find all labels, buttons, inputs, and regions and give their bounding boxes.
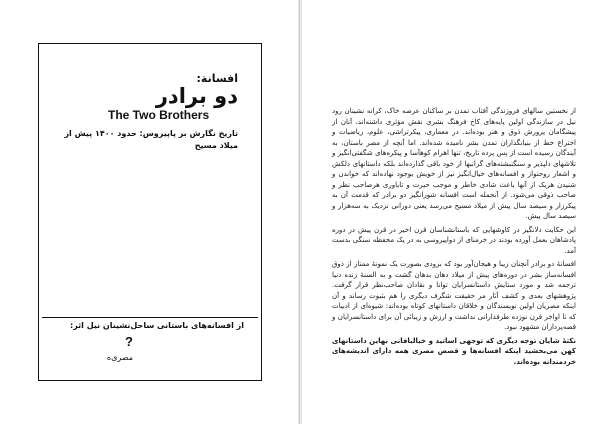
series-caption: از افسانه‌های باستانی ساحل‌نشینان نیل اثر: — [70, 321, 244, 330]
paragraph: نکتهٔ شایان توجه دیگری که توجهی اساتید و خیالبافانی بهاین داستانهای کهن می‌بخشید اینکه افسانه‌ها و قصص مصری همه دارای اندیشه‌های خردمندانه بوده‌اند. — [332, 336, 576, 366]
region-label: مصری‌ه — [106, 353, 133, 362]
origin-note — [63, 128, 238, 152]
divider — [42, 317, 258, 318]
title-persian: دو برادر — [155, 84, 238, 108]
author-unknown: ? — [125, 334, 133, 349]
right-page — [302, 0, 605, 424]
paragraph: از نخستین سالهای فروزندگی آفتاب تمدن بر ساکنان عرصه خاک، کرانه نشینان رود نیل در سازندگی اولین پایه‌های کاخ فرهنگ بشری نقش مؤثری داشته‌اند، آنان از پیشگامان پرورش ذوق و هنر بوده‌اند. در معماری، پیکرتراشی، علوم، ریاضیات و اختراع خط از بنیانگذاران تمدن بشر نامیده شده‌اند. اما آنچه از مصر باستان، به آیندگان رسیده است از پس پرده تاریخ، تنها اهرام کوهآسا و پیکره‌های شگفتی‌انگیز و تلاشهای دلپذیر و سنگنبشته‌های گرانبها از خود باقی گذارده‌اند بلکه داستانهای دلکش و اشعار روحنواز و افسانه‌های خیال‌انگیز نیز از خویش بوجود نهاده‌اند که خواندن و شنیدن هریک از آنها باعث شادی خاطر و موجب حیرت و تایاوری هرصاحب نظر و صاحب ذوقی می‌شود. از آنجمله است افسانه شورانگیز دو برادر که قدمت آن به پیکرزار و سیصد سال پیش از میلاد مسیح می‌رسد یعنی دورانی نزدیک به سه‌هزار و سیصد سال پیش. — [332, 107, 576, 220]
title-english: The Two Brothers — [108, 108, 210, 122]
body-text — [332, 106, 576, 367]
paragraph: این حکایت دلانگیز در کاوشهایی که باستانشناسان قرن اخیر در قرن پیش در دوره پادشاهان بعمل آورده بودند در خرمنای از دواپیروسی به در یک محفظه سنگی بدست آمد. — [332, 225, 576, 255]
story-label: افسانة: — [196, 72, 238, 85]
origin-line-1: تاریخ نگارش بر پاپیروس: حدود ۱۴۰۰ پیش از — [64, 129, 238, 138]
origin-line-2: میلاد مسیح — [194, 141, 238, 150]
paragraph: افسانهٔ دو برادر آنچنان زیبا و هیجان‌آور بود که بزودی بصورت یک نمونهٔ ممتاز از ذوق افسانه‌ساز بشر در دوره‌های پیش از میلاد دهان بدهان گشت و به السنهٔ زنده دنیا ترجمه شد و مورد ستایش داستانسرایان توانا و نقادان صاحب‌نظر قرار گرفت. پژوهشهای بعدی و کشف آثار مر حقیقت شگرف دیگری را هم بثبوت رساند و آن اینکه مصریان اولین نویسندگان و خلاقان داستانهای کوتاه بوده‌اند: شیوه‌ای از ادبیات که تا اواخر قرن نوزده طرفدارانی نداشت و ارزش و زیبائی آن برای داستانسرایان و قصه‌پردازان مشهود نبود. — [332, 260, 576, 331]
left-page — [0, 0, 298, 424]
